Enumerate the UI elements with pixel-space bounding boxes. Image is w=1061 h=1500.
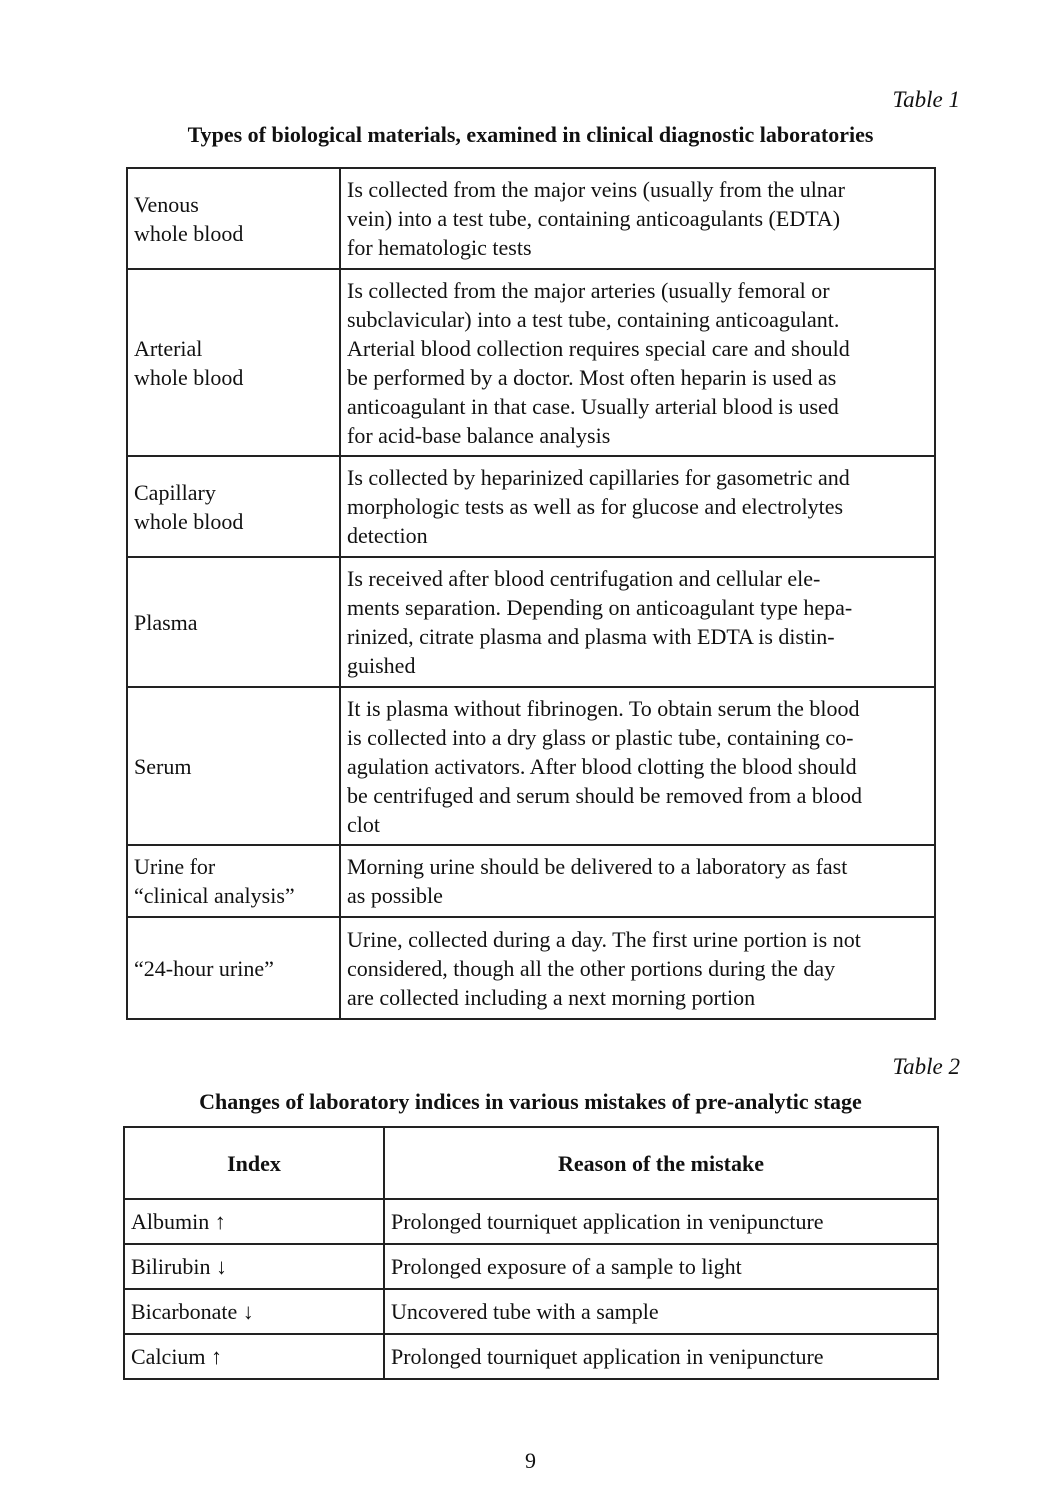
material-description: Urine, collected during a day. The first urine portion is not considered, though all the other portions during the day are collected including a next morning portion (340, 917, 935, 1019)
table-row (127, 917, 935, 1019)
table-row (127, 687, 935, 845)
table-row (127, 269, 935, 456)
reason-cell: Prolonged tourniquet application in venipuncture (384, 1199, 938, 1244)
material-type: Arterial whole blood (127, 269, 340, 456)
material-description: Is received after blood centrifugation and cellular ele- ments separation. Depending on anticoagulant type hepa- rinized, citrate plasma and plasma with EDTA is distin- guished (340, 557, 935, 687)
reason-cell: Prolonged tourniquet application in venipuncture (384, 1334, 938, 1379)
material-description: Is collected from the major veins (usually from the ulnar vein) into a test tube, containing anticoagulants (EDTA) for hematologic tests (340, 168, 935, 269)
material-type: Serum (127, 687, 340, 845)
table-row (124, 1199, 938, 1244)
table-row (127, 557, 935, 687)
material-description: Is collected from the major arteries (usually femoral or subclavicular) into a test tube, containing anticoagulant. Arterial blood collection requires special care and should be performed by a doctor. Most often heparin is used as anticoagulant in that case. Usually arterial blood is used for acid-base balance analysis (340, 269, 935, 456)
index-cell: Bilirubin ↓ (124, 1244, 384, 1289)
page-number: 9 (525, 1448, 536, 1473)
reason-cell: Uncovered tube with a sample (384, 1289, 938, 1334)
material-type: Plasma (127, 557, 340, 687)
table-row (124, 1334, 938, 1379)
table-row (124, 1244, 938, 1289)
table-2-label: Table 2 (892, 1054, 960, 1079)
material-description: Morning urine should be delivered to a laboratory as fast as possible (340, 845, 935, 917)
material-description: It is plasma without fibrinogen. To obtain serum the blood is collected into a dry glass or plastic tube, containing co- agulation activators. After blood clotting the blood should be centrifuged and serum should be removed from a blood clot (340, 687, 935, 845)
table-2-caption: Changes of laboratory indices in various mistakes of pre-analytic stage (199, 1089, 862, 1114)
index-cell: Bicarbonate ↓ (124, 1289, 384, 1334)
material-type: Urine for “clinical analysis” (127, 845, 340, 917)
table-1-label: Table 1 (892, 87, 960, 112)
table-2 (123, 1126, 939, 1380)
material-type: Venous whole blood (127, 168, 340, 269)
header-reason: Reason of the mistake (384, 1127, 938, 1199)
material-description: Is collected by heparinized capillaries for gasometric and morphologic tests as well as for glucose and electrolytes detection (340, 456, 935, 557)
material-type: “24-hour urine” (127, 917, 340, 1019)
index-cell: Calcium ↑ (124, 1334, 384, 1379)
material-type: Capillary whole blood (127, 456, 340, 557)
index-cell: Albumin ↑ (124, 1199, 384, 1244)
table-header-row (124, 1127, 938, 1199)
table-row (127, 456, 935, 557)
table-1 (126, 167, 936, 1020)
table-1-caption: Types of biological materials, examined in clinical diagnostic laboratories (187, 122, 874, 147)
table-row (124, 1289, 938, 1334)
table-row (127, 845, 935, 917)
header-index: Index (124, 1127, 384, 1199)
reason-cell: Prolonged exposure of a sample to light (384, 1244, 938, 1289)
table-row (127, 168, 935, 269)
